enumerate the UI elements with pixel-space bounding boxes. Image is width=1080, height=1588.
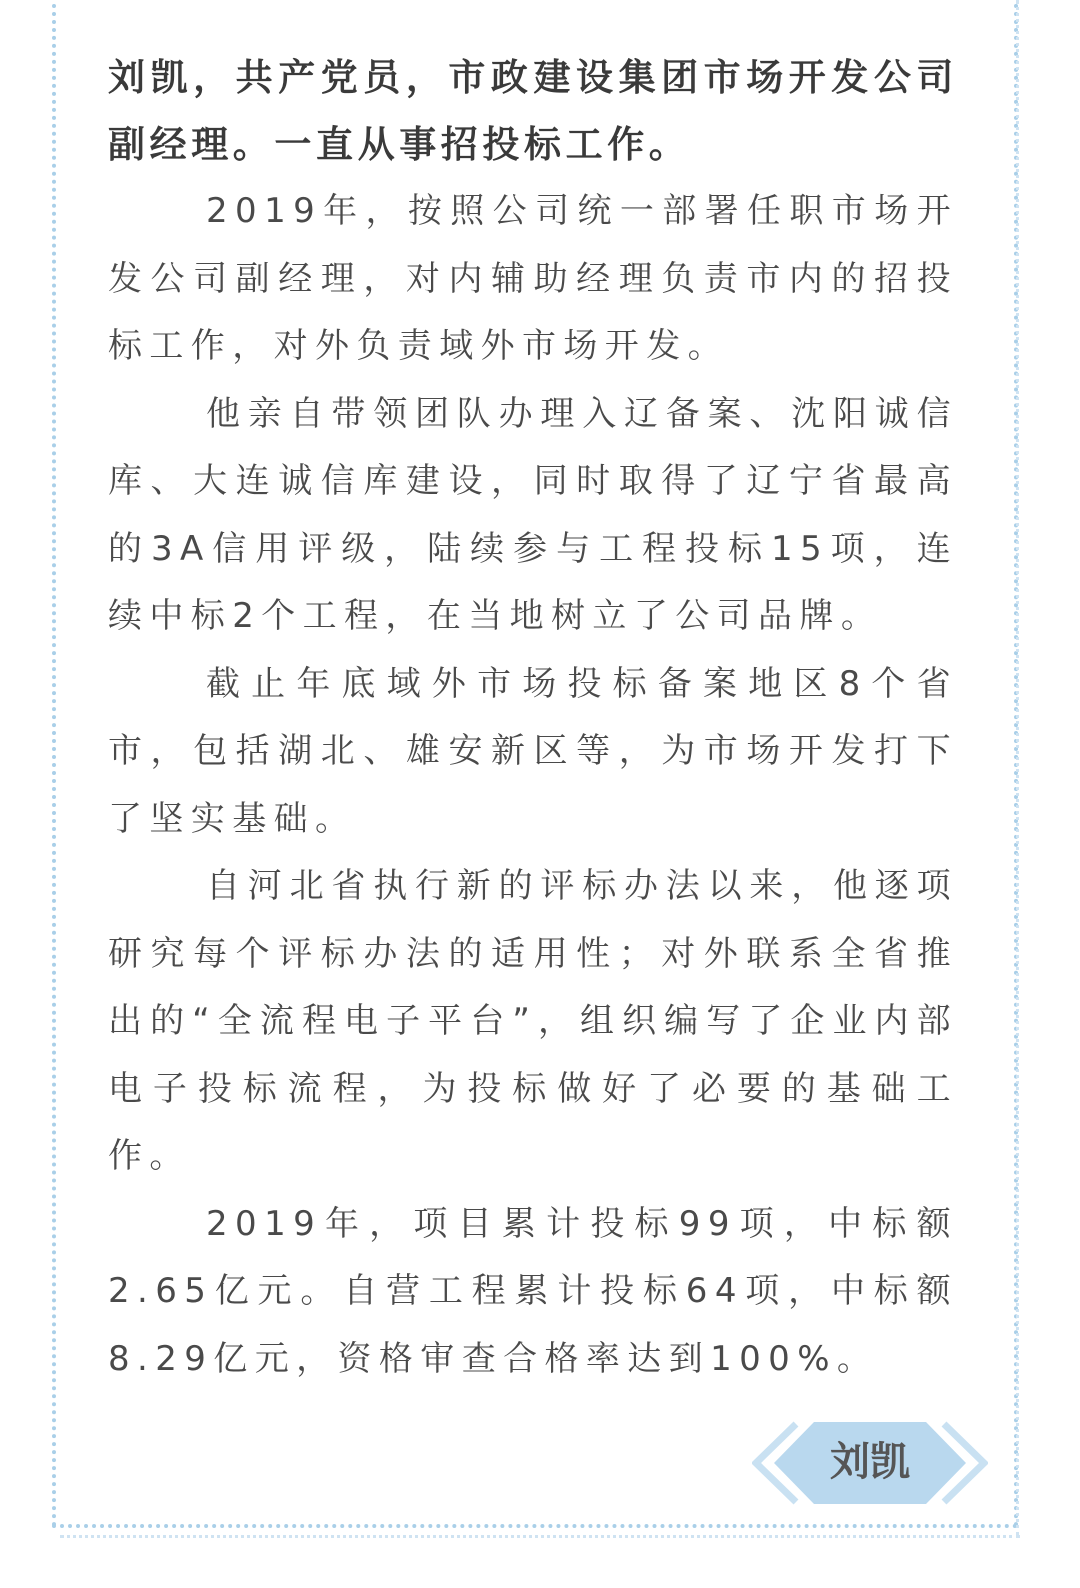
paragraph-filing-regions: 截止年底域外市场投标备案地区8个省市，包括湖北、雄安新区等，为市场开发打下了坚实基础。 bbox=[108, 663, 958, 839]
paragraph-evaluation-methods: 自河北省执行新的评标办法以来，他逐项研究每个评标办法的适用性；对外联系全省推出的“全流程电子平台”，组织编写了企业内部电子投标流程，为投标做好了必要的基础工作。 bbox=[108, 866, 958, 1176]
dotted-frame-shadow-right bbox=[1016, 0, 1026, 1536]
paragraph-credit-rating: 他亲自带领团队办理入辽备案、沈阳诚信库、大连诚信库建设，同时取得了辽宁省最高的3A信用评级，陆续参与工程投标15项，连续中标2个工程，在当地树立了公司品牌。 bbox=[108, 393, 958, 636]
paragraph-appointment: 2019年，按照公司统一部署任职市场开发公司副经理，对内辅助经理负责市内的招投标工作，对外负责域外市场开发。 bbox=[108, 191, 958, 366]
dotted-frame-shadow-bottom bbox=[60, 1535, 1020, 1538]
paragraph-results: 2019年，项目累计投标99项，中标额2.65亿元。自营工程累计投标64项，中标额8.29亿元，资格审查合格率达到100%。 bbox=[108, 1203, 958, 1379]
lead-paragraph: 刘凯，共产党员，市政建设集团市场开发公司副经理。一直从事招投标工作。 bbox=[108, 56, 958, 166]
article-body bbox=[108, 44, 958, 1393]
name-tag bbox=[752, 1418, 988, 1508]
name-label: 刘凯 bbox=[830, 1439, 910, 1485]
